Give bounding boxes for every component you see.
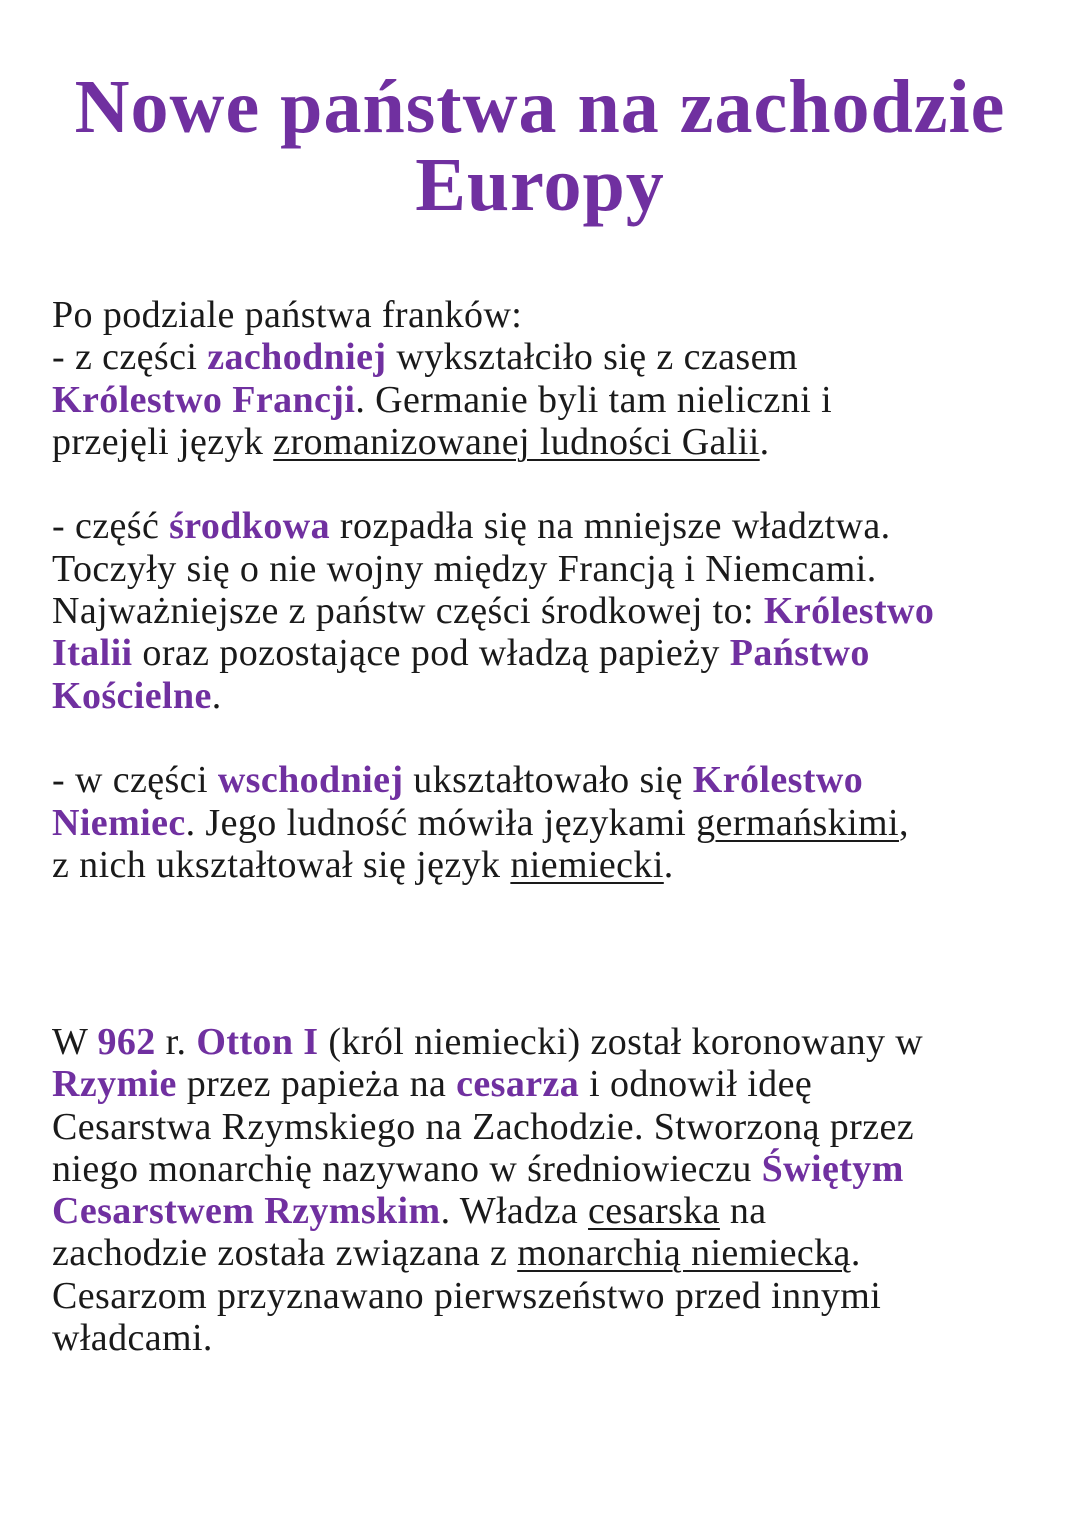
text: oraz pozostające pod władzą papieży <box>132 632 730 675</box>
text: przejęli język <box>52 420 274 463</box>
key-term: Kościelne <box>52 674 212 717</box>
key-term: 962 <box>97 1021 156 1063</box>
text: , <box>898 801 909 844</box>
text: Najważniejsze z państw części środkowej to: <box>52 590 764 633</box>
key-term: zachodniej <box>207 336 387 379</box>
text: . <box>850 1232 861 1275</box>
text: . <box>663 843 674 886</box>
text: rozpadła się na mniejsze władztwa. <box>330 505 891 548</box>
key-term: Państwo <box>729 632 870 675</box>
text: - w części <box>52 759 218 802</box>
text: i odnowił ideę <box>579 1063 813 1106</box>
paragraph-gap <box>52 463 1052 505</box>
text: . <box>211 674 222 717</box>
underlined-term: niemiecki <box>510 843 664 886</box>
key-term: wschodniej <box>217 759 404 802</box>
underlined-term: monarchią niemiecką <box>517 1232 851 1275</box>
text-line <box>52 1148 1052 1190</box>
text: niego monarchię nazywano w średniowieczu <box>52 1147 762 1190</box>
text: . Jego ludność mówiła językami <box>185 801 697 844</box>
title-line-2: Europy <box>415 143 665 227</box>
text: wykształciło się z czasem <box>386 336 798 379</box>
text: - z części <box>52 336 208 379</box>
key-term: cesarza <box>456 1063 580 1106</box>
key-term: Królestwo <box>763 590 935 633</box>
text-line <box>52 1275 1052 1317</box>
text: zachodzie została związana z <box>52 1232 518 1275</box>
underlined-term: zromanizowanej ludności Galii <box>273 420 760 463</box>
text-line <box>52 759 1052 801</box>
text-line <box>52 505 1052 547</box>
text-line <box>52 421 1052 463</box>
text-line <box>52 294 1052 336</box>
text: . Władza <box>440 1190 589 1233</box>
text-line <box>52 336 1052 378</box>
key-term: Otton I <box>196 1021 319 1063</box>
title-line-1: Nowe państwa na zachodzie <box>74 65 1006 149</box>
holy-roman-empire-section <box>52 1021 1052 1359</box>
key-term: Królestwo Francji <box>52 378 356 421</box>
text-line <box>52 844 1052 886</box>
text: z nich ukształtował się język <box>52 843 511 886</box>
key-term: Świętym <box>761 1147 904 1190</box>
frankish-division-section <box>52 294 1052 886</box>
text: (król niemiecki) został koronowany w <box>318 1021 924 1063</box>
paragraph-gap <box>52 717 1052 759</box>
text-line <box>52 1190 1052 1232</box>
underlined-term: germańskimi <box>696 801 899 844</box>
text-line <box>52 1063 1052 1105</box>
text-line <box>52 590 1052 632</box>
page-title <box>0 65 1080 227</box>
key-term: Cesarstwem Rzymskim <box>52 1190 441 1233</box>
key-term: Niemiec <box>52 801 186 844</box>
text: ukształtowało się <box>403 759 693 802</box>
text-line <box>52 1106 1052 1148</box>
text: - część <box>52 505 170 548</box>
text-line <box>52 1232 1052 1274</box>
text-line <box>52 548 1052 590</box>
key-term: Rzymie <box>52 1063 177 1106</box>
text: przez papieża na <box>176 1063 457 1106</box>
text-line <box>52 802 1052 844</box>
text: na <box>719 1190 767 1233</box>
underlined-term: cesarska <box>588 1190 720 1233</box>
text: Cesarstwa Rzymskiego na Zachodzie. Stworzoną przez <box>52 1105 915 1148</box>
text: Toczyły się o nie wojny między Francją i Niemcami. <box>52 547 877 590</box>
text: władcami. <box>52 1317 213 1360</box>
key-term: środkowa <box>169 505 330 548</box>
text-line <box>52 379 1052 421</box>
text: Po podziale państwa franków: <box>52 294 523 336</box>
text: W <box>52 1021 98 1063</box>
text: r. <box>155 1021 197 1063</box>
text-line <box>52 1021 1052 1063</box>
key-term: Królestwo <box>692 759 864 802</box>
text-line <box>52 675 1052 717</box>
text-line <box>52 1317 1052 1359</box>
key-term: Italii <box>52 632 133 675</box>
text: . Germanie byli tam nieliczni i <box>355 378 833 421</box>
text: Cesarzom przyznawano pierwszeństwo przed innymi <box>52 1274 882 1317</box>
text-line <box>52 632 1052 674</box>
text: . <box>759 420 770 463</box>
